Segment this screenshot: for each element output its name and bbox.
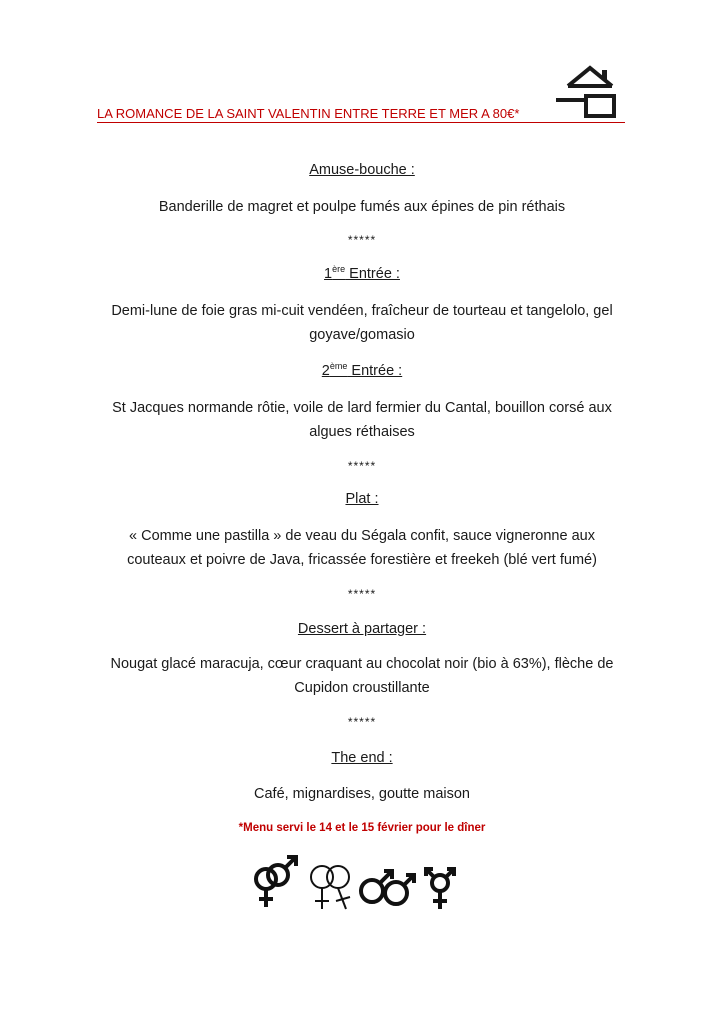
heterosexual-symbol-icon — [256, 857, 296, 907]
separator: ***** — [347, 459, 377, 473]
dessert-heading: Dessert à partager : — [297, 621, 427, 637]
separator: ***** — [347, 233, 377, 247]
the-end-description: Café, mignardises, goutte maison — [254, 786, 470, 802]
separator: ***** — [347, 715, 377, 729]
amuse-bouche-heading: Amuse-bouche : — [309, 162, 415, 178]
gender-symbols — [250, 853, 460, 915]
first-starter-description-line2: goyave/gomasio — [309, 327, 415, 343]
the-end-heading: The end : — [331, 750, 393, 766]
main-course-heading: Plat : — [345, 491, 379, 507]
main-course-description-line2: couteaux et poivre de Java, fricassée forestière et freekeh (blé vert fumé) — [127, 552, 597, 568]
dessert-description-line1: Nougat glacé maracuja, cœur craquant au chocolat noir (bio à 63%), flèche de — [110, 656, 614, 672]
amuse-bouche-description: Banderille de magret et poulpe fumés aux épines de pin réthais — [158, 199, 566, 215]
second-starter-description-line2: algues réthaises — [309, 424, 415, 440]
title-underline — [97, 122, 625, 123]
lesbian-symbol-icon — [311, 866, 350, 909]
transgender-symbol-icon — [426, 869, 454, 909]
menu-title: LA ROMANCE DE LA SAINT VALENTIN ENTRE TERRE ET MER A 80€* — [97, 106, 520, 121]
first-starter-heading: 1ère Entrée : — [324, 264, 400, 282]
second-starter-description-line1: St Jacques normande rôtie, voile de lard fermier du Cantal, bouillon corsé aux — [112, 400, 612, 416]
second-starter-heading: 2ème Entrée : — [321, 361, 403, 379]
footnote: *Menu servi le 14 et le 15 février pour le dîner — [238, 822, 486, 834]
dessert-description-line2: Cupidon croustillante — [294, 680, 430, 696]
main-course-description-line1: « Comme une pastilla » de veau du Ségala confit, sauce vigneronne aux — [129, 528, 595, 544]
gay-symbol-icon — [361, 871, 414, 904]
first-starter-description-line1: Demi-lune de foie gras mi-cuit vendéen, fraîcheur de tourteau et tangelolo, gel — [111, 303, 613, 319]
separator: ***** — [347, 587, 377, 601]
house-logo-icon — [556, 64, 624, 122]
